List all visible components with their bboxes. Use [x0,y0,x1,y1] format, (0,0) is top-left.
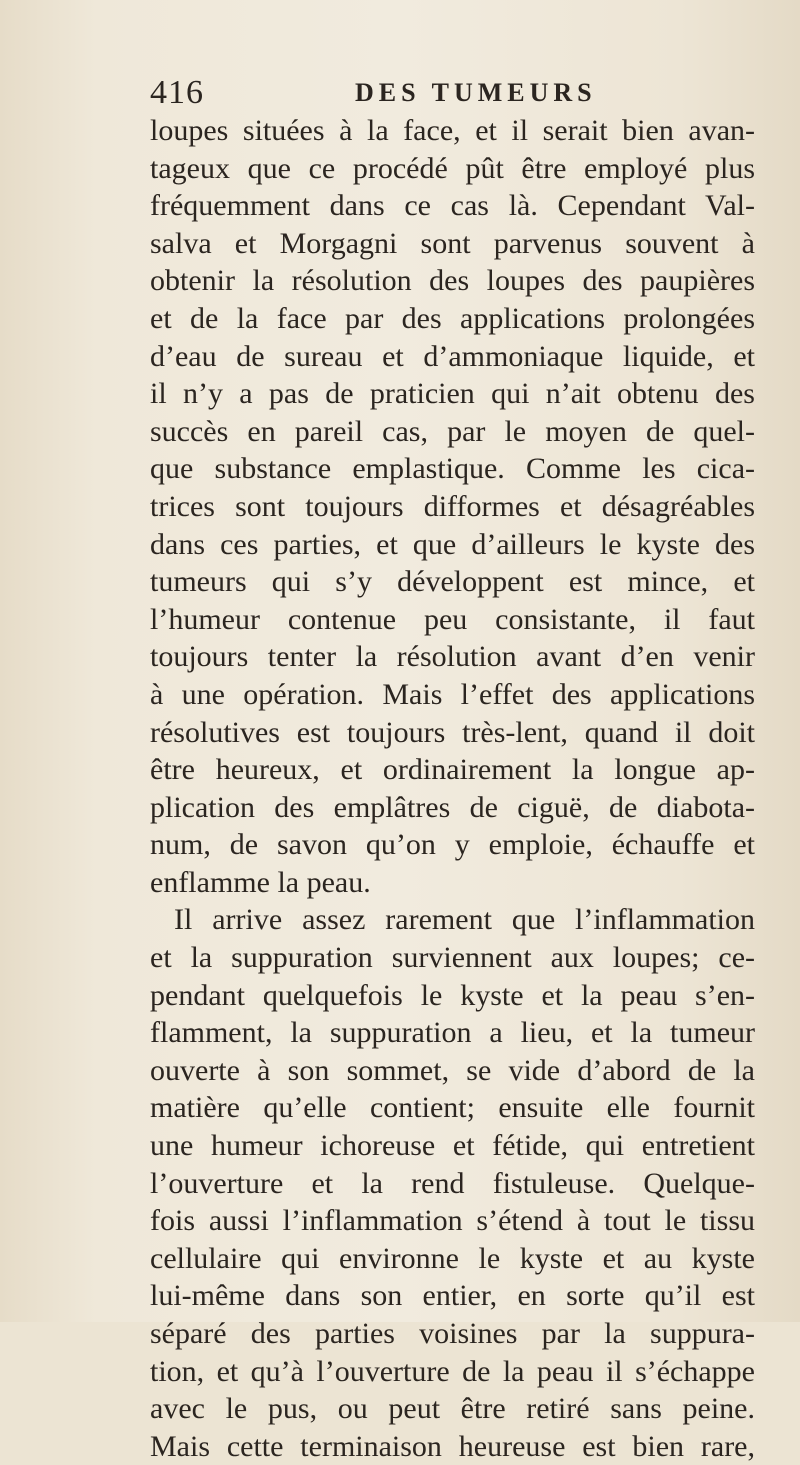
text-line: salva et Morgagni sont parvenus souvent à [150,226,755,260]
text-line: à une opération. Mais l’effet des applications [150,677,755,711]
text-line: une humeur ichoreuse et fétide, qui entretient [150,1129,755,1163]
text-line: succès en pareil cas, par le moyen de quel- [150,414,755,448]
text-line: il n’y a pas de praticien qui n’ait obtenu des [150,377,755,411]
text-line: résolutives est toujours très-lent, quand il doit [150,715,755,749]
text-line: séparé des parties voisines par la suppura- [150,1317,755,1350]
text-line: flamment, la suppuration a lieu, et la tumeur [150,1016,755,1050]
text-line: toujours tenter la résolution avant d’en venir [150,640,755,674]
text-line: obtenir la résolution des loupes des paupières [150,264,755,298]
text-line: l’humeur contenue peu consistante, il faut [150,602,755,636]
page-number: 416 [150,74,204,111]
body-text [150,112,755,1465]
text-line: plication des emplâtres de ciguë, de diabota- [150,790,755,824]
text-line: tion, et qu’à l’ouverture de la peau il s’échappe [150,1354,755,1388]
running-head: DES TUMEURS [355,78,597,107]
text-line: Mais cette terminaison heureuse est bien rare, [150,1429,755,1463]
text-line: l’ouverture et la rend fistuleuse. Quelque- [150,1166,755,1200]
text-line: num, de savon qu’on y emploie, échauffe et [150,828,755,862]
text-line: loupes situées à la face, et il serait bien avan- [150,114,755,147]
text-line: tumeurs qui s’y développent est mince, et [150,565,755,599]
text-line: avec le pus, ou peut être retiré sans peine. [150,1392,755,1426]
text-line: trices sont toujours difformes et désagréables [150,489,755,523]
text-line: matière qu’elle contient; ensuite elle fournit [150,1091,755,1125]
text-line: cellulaire qui environne le kyste et au kyste [150,1241,755,1275]
text-line: tageux que ce procédé pût être employé plus [150,151,755,185]
text-line: et la suppuration surviennent aux loupes; ce- [150,941,755,975]
text-line: dans ces parties, et que d’ailleurs le kyste des [150,527,755,561]
text-line: d’eau de sureau et d’ammoniaque liquide, et [150,339,755,373]
text-line: fois aussi l’inflammation s’étend à tout le tissu [150,1204,755,1238]
page-header [150,74,750,114]
text-line: ouverte à son sommet, se vide d’abord de la [150,1053,755,1087]
text-line: être heureux, et ordinairement la longue ap- [150,753,755,787]
text-line: lui-même dans son entier, en sorte qu’il est [150,1279,755,1313]
text-line: et de la face par des applications prolongées [150,301,755,335]
paragraph-start-line: Il arrive assez rarement que l’inflammation [174,903,755,937]
paragraph-end-line: enflamme la peau. [150,865,371,899]
text-line: que substance emplastique. Comme les cica- [150,452,755,486]
text-line: fréquemment dans ce cas là. Cependant Val- [150,189,755,223]
text-line: pendant quelquefois le kyste et la peau s’en- [150,978,755,1012]
